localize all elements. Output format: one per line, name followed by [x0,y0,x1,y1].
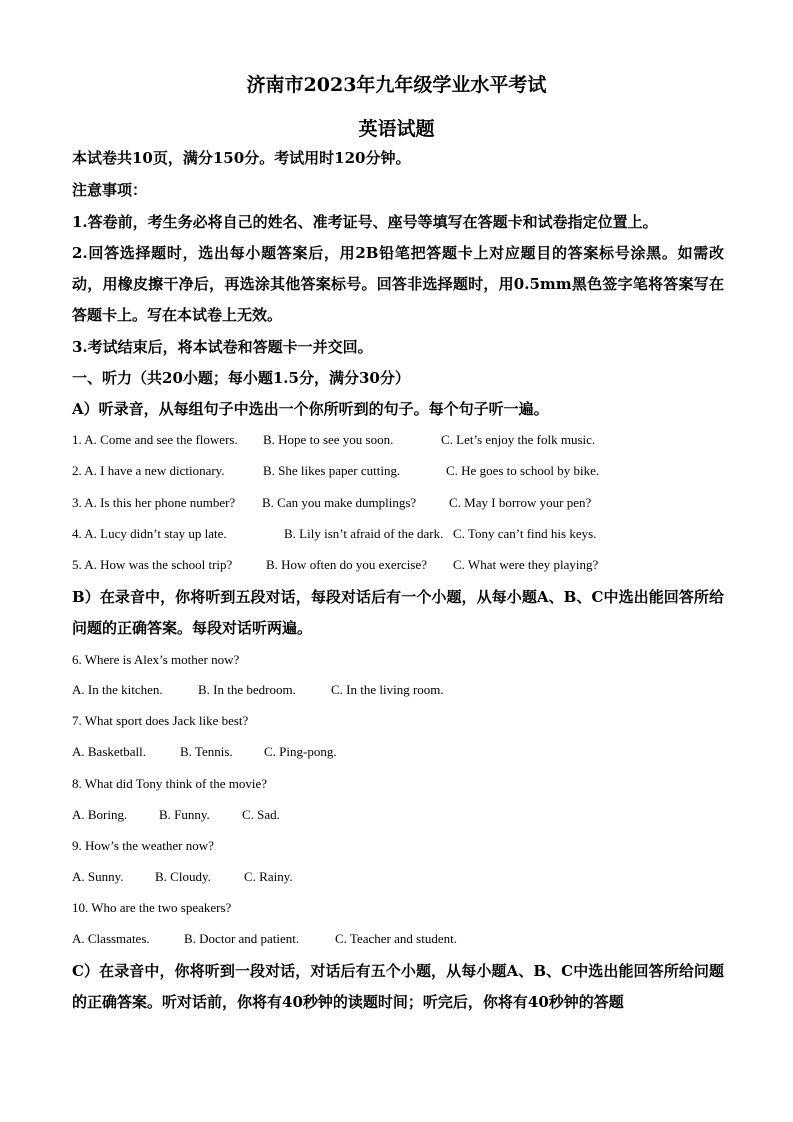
option-b: B. Can you make dumplings? [262,495,417,510]
option-c: C. Sad. [242,807,280,822]
list-item [72,524,596,544]
option-a: A. Classmates. [72,931,150,946]
list-item [72,430,595,450]
option-b: B. Hope to see you soon. [263,432,394,447]
answer-options [72,805,280,825]
option-c: C. He goes to school by bike. [446,463,600,478]
option-a: A. In the kitchen. [72,682,163,697]
option-c: C. Let’s enjoy the folk music. [441,432,596,447]
page-title: 济南市2023年九年级学业水平考试 [246,74,547,96]
notice-label: 注意事项： [72,181,148,199]
option-b: B. She likes paper cutting. [263,463,401,478]
part-b-instruction: B）在录音中，你将听到五段对话，每段对话后有一个小题，从每小题A、B、C中选出能回答所给问题的正确答案。每段对话听两遍。 [72,588,724,637]
list-item [72,555,598,575]
answer-options [72,742,337,762]
note-3: 3.考试结束后，将本试卷和答题卡一并交回。 [72,338,373,356]
option-c: C. In the living room. [331,682,444,697]
list-item [72,493,591,513]
page-subtitle: 英语试题 [358,118,435,140]
option-a: A. Boring. [72,807,128,822]
option-b: B. Funny. [159,807,210,822]
note-1: 1.答卷前，考生务必将自己的姓名、准考证号、座号等填写在答题卡和试卷指定位置上。 [72,213,658,231]
part-a-instruction: A）听录音，从每组句子中选出一个你所听到的句子。每个句子听一遍。 [72,400,549,418]
question-text: 8. What did Tony think of the movie? [72,776,268,791]
note-2: 2.回答选择题时，选出每小题答案后，用2B铅笔把答题卡上对应题目的答案标号涂黑。如需改动，用橡皮擦干净后，再选涂其他答案标号。回答非选择题时，用0.5mm黑色签字笔将答案写在答题卡上。写在本试卷上无效。 [72,244,724,324]
option-b: B. Tennis. [180,744,233,759]
option-a: 4. A. Lucy didn’t stay up late. [72,526,227,541]
option-b: B. In the bedroom. [198,682,296,697]
option-c: C. Tony can’t find his keys. [453,526,597,541]
option-b: B. Doctor and patient. [184,931,300,946]
option-a: A. Sunny. [72,869,124,884]
option-a: 1. A. Come and see the flowers. [72,432,238,447]
answer-options [72,680,444,700]
answer-options [72,867,293,887]
part-c-instruction: C）在录音中，你将听到一段对话，对话后有五个小题，从每小题A、B、C中选出能回答所给问题的正确答案。听对话前，你将有40秒钟的读题时间；听完后，你将有40秒钟的答题 [72,962,724,1011]
question-text: 7. What sport does Jack like best? [72,713,249,728]
exam-info: 本试卷共10页，满分150分。考试用时120分钟。 [72,149,411,167]
question-text: 9. How’s the weather now? [72,838,214,853]
question-text: 10. Who are the two speakers? [72,900,232,915]
option-c: C. What were they playing? [453,557,599,572]
question-text: 6. Where is Alex’s mother now? [72,652,240,667]
option-a: 5. A. How was the school trip? [72,557,233,572]
answer-options [72,929,457,949]
option-b: B. Lily isn’t afraid of the dark. [284,526,444,541]
option-a: 2. A. I have a new dictionary. [72,463,225,478]
section-heading: 一、听力（共20小题；每小题1.5分，满分30分） [72,369,410,387]
option-c: C. May I borrow your pen? [449,495,592,510]
option-c: C. Teacher and student. [335,931,457,946]
option-a: A. Basketball. [72,744,147,759]
option-b: B. How often do you exercise? [266,557,428,572]
option-c: C. Ping-pong. [264,744,337,759]
option-a: 3. A. Is this her phone number? [72,495,236,510]
option-c: C. Rainy. [244,869,293,884]
list-item [72,461,599,481]
option-b: B. Cloudy. [155,869,211,884]
